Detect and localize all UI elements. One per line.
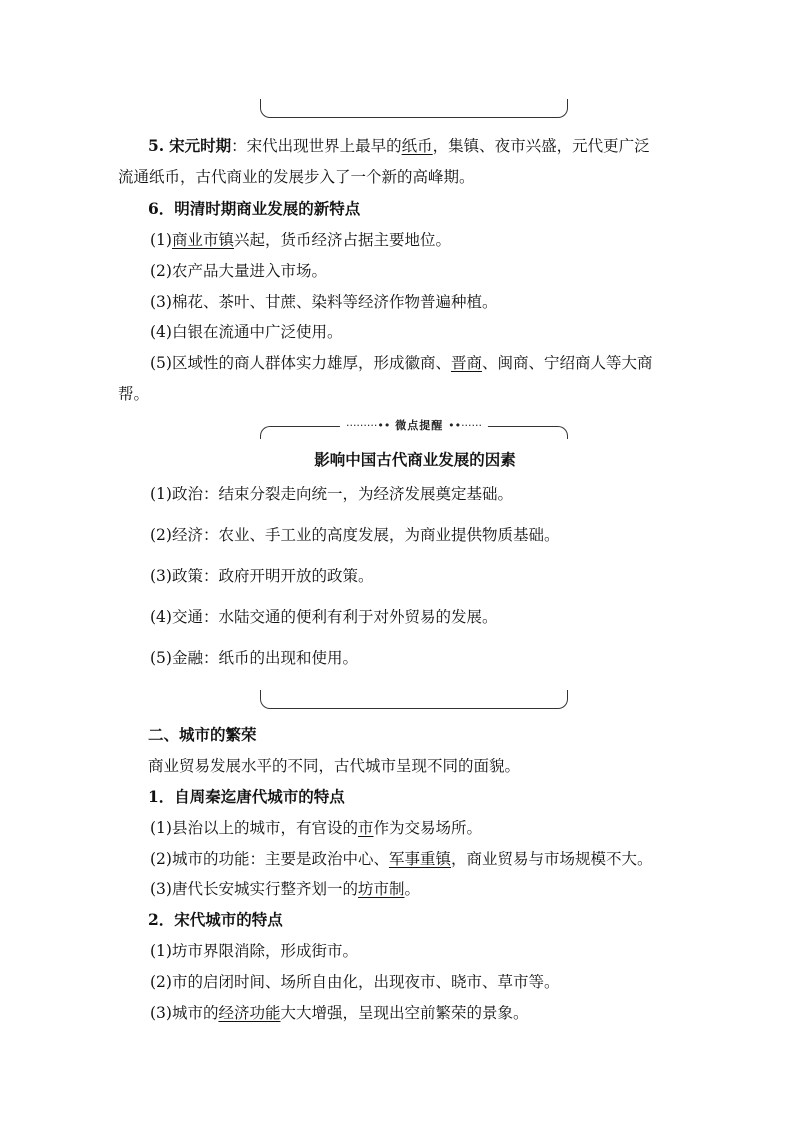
sec6-item5-b: 、闽商、宁绍商人等大商 xyxy=(481,354,653,372)
s1-item3-b: 。 xyxy=(404,880,420,898)
s1-item2-a: (2)城市的功能：主要是政治中心、 xyxy=(150,850,389,868)
sec6-item1 xyxy=(150,230,710,250)
part2-sub2: 2．宋代城市的特点 xyxy=(148,910,283,929)
tip-dots-right: ••······ xyxy=(448,419,483,432)
s2-item3-a: (3)城市的 xyxy=(150,1004,219,1022)
s2-item3-underlined: 经济功能 xyxy=(218,1004,281,1022)
sec5-text-b: ，集镇、夜市兴盛，元代更广泛 xyxy=(432,137,650,155)
sec6-item5 xyxy=(150,353,710,373)
sec6-item5-a: (5)区域性的商人群体实力雄厚，形成徽商、 xyxy=(150,354,451,372)
s1-item3-a: (3)唐代长安城实行整齐划一的 xyxy=(150,880,358,898)
part2-s2-item3 xyxy=(150,1003,710,1023)
sec6-item3: (3)棉花、茶叶、甘蔗、染料等经济作物普遍种植。 xyxy=(150,293,498,311)
tip-box-bottom-border xyxy=(260,690,568,709)
part2-s1-item3 xyxy=(150,879,710,899)
tip-dots-left: ·········•• xyxy=(345,419,391,432)
tip-label xyxy=(340,417,488,433)
tip-title: 影响中国古代商业发展的因素 xyxy=(314,450,516,469)
sec6-item1-num: (1) xyxy=(150,231,172,249)
sec6-item1-underlined: 商业市镇 xyxy=(171,231,234,249)
tip-box-top-border xyxy=(260,419,568,439)
sec6-item4: (4)白银在流通中广泛使用。 xyxy=(150,323,343,341)
part2-sub1: 1．自周秦迄唐代城市的特点 xyxy=(148,787,345,806)
part2-s1-item1 xyxy=(150,818,710,838)
s1-item1-b: 作为交易场所。 xyxy=(373,819,482,837)
tip-item-2: (2)经济：农业、手工业的高度发展，为商业提供物质基础。 xyxy=(150,526,560,544)
sec6-item1-rest: 兴起，货币经济占据主要地位。 xyxy=(233,231,451,249)
tip-item-1: (1)政治：结束分裂走向统一，为经济发展奠定基础。 xyxy=(150,485,513,503)
s1-item2-underlined: 军事重镇 xyxy=(388,850,451,868)
sec6-item2: (2)农产品大量进入市场。 xyxy=(150,262,327,280)
part2-s2-item1: (1)坊市界限消除，形成街市。 xyxy=(150,942,358,960)
sec6-item5-underlined: 晋商 xyxy=(450,354,482,372)
part2-intro: 商业贸易发展水平的不同，古代城市呈现不同的面貌。 xyxy=(148,757,521,775)
prev-box-bottom-border xyxy=(260,99,568,118)
sec5-underlined-paper-money: 纸币 xyxy=(401,137,433,155)
part2-s2-item2: (2)市的启闭时间、场所自由化，出现夜市、晓市、草市等。 xyxy=(150,973,560,991)
sec5-text-a: ：宋代出现世界上最早的 xyxy=(231,137,402,155)
tip-item-4: (4)交通：水陆交通的便利有利于对外贸易的发展。 xyxy=(150,608,498,626)
tip-item-5: (5)金融：纸币的出现和使用。 xyxy=(150,649,358,667)
tip-item-3: (3)政策：政府开明开放的政策。 xyxy=(150,567,374,585)
s1-item1-a: (1)县治以上的城市，有官设的 xyxy=(150,819,358,837)
s1-item3-underlined: 坊市制 xyxy=(357,880,405,898)
sec5-line1 xyxy=(148,136,708,156)
s1-item1-underlined: 市 xyxy=(357,819,374,837)
sec6-title: 6．明清时期商业发展的新特点 xyxy=(148,199,361,218)
tip-label-text: 微点提醒 xyxy=(395,419,444,432)
sec5-line2: 流通纸币，古代商业的发展步入了一个新的高峰期。 xyxy=(118,168,475,186)
sec5-num: 5. xyxy=(148,136,165,155)
s2-item3-b: 大大增强，呈现出空前繁荣的景象。 xyxy=(280,1004,529,1022)
part2-s1-item2 xyxy=(150,849,710,869)
sec5-heading: 宋元时期 xyxy=(169,136,232,155)
s1-item2-b: ，商业贸易与市场规模不大。 xyxy=(450,850,653,868)
sec6-item5-line2: 帮。 xyxy=(118,385,150,403)
part2-title: 二、城市的繁荣 xyxy=(148,725,257,744)
